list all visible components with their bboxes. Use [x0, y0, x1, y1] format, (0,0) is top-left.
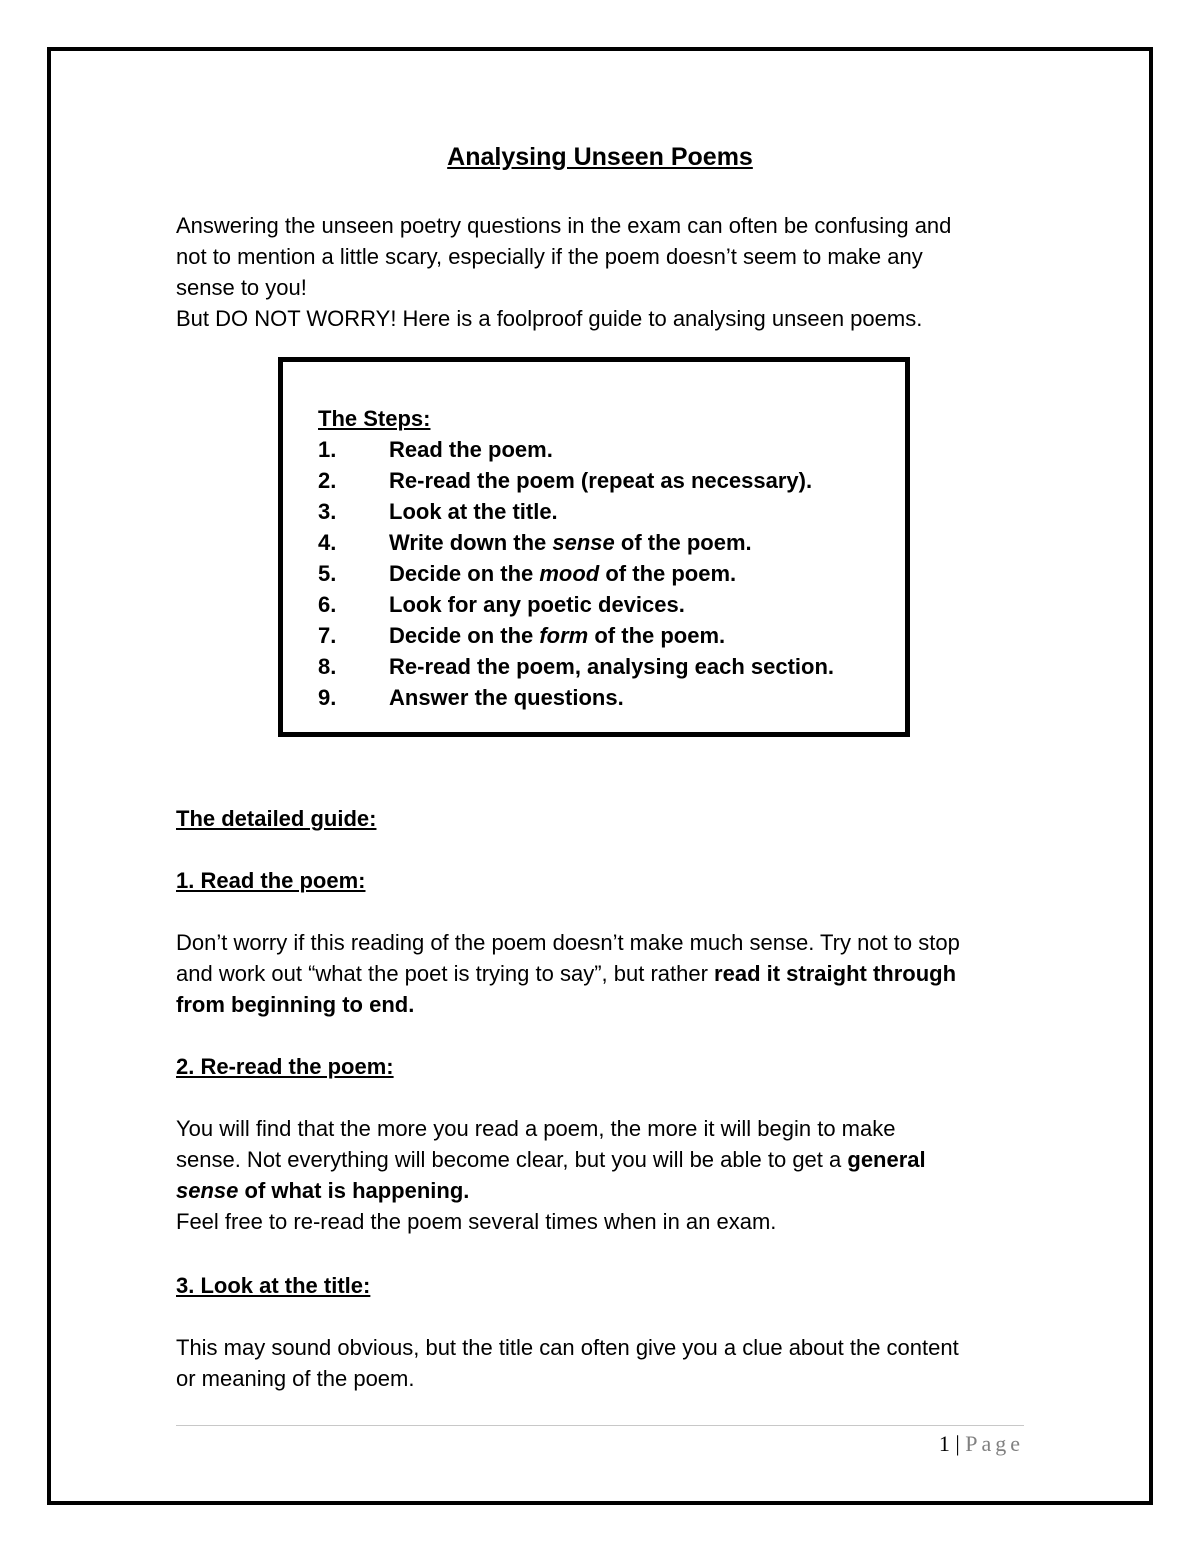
section-reread-poem	[176, 1051, 1024, 1237]
step-text-pre: Decide on the	[389, 561, 540, 586]
page-footer	[939, 1431, 1024, 1457]
step-item	[318, 589, 834, 620]
page-separator: |	[949, 1431, 966, 1456]
step-number: 6.	[318, 592, 337, 617]
section-1-heading: 1. Read the poem:	[176, 868, 366, 893]
step-text-pre: Look for any poetic devices.	[389, 592, 685, 617]
step-item	[318, 682, 834, 713]
section-1-line-2	[176, 958, 1024, 989]
section-3-heading: 3. Look at the title:	[176, 1273, 371, 1298]
step-text-pre: Read the poem.	[389, 437, 553, 462]
footer-rule	[176, 1425, 1024, 1426]
step-text-post: of the poem.	[588, 623, 726, 648]
section-2-line-4: Feel free to re-read the poem several times when in an exam.	[176, 1209, 777, 1234]
step-number: 4.	[318, 530, 337, 555]
steps-list	[318, 403, 834, 713]
section-2-line-3	[176, 1175, 1024, 1206]
step-number: 5.	[318, 561, 337, 586]
step-number: 1.	[318, 437, 337, 462]
step-text-pre: Decide on the	[389, 623, 540, 648]
detailed-guide-heading: The detailed guide:	[176, 806, 377, 831]
detailed-guide-section	[176, 803, 1024, 834]
step-text	[389, 682, 624, 713]
section-3-line-1: This may sound obvious, but the title can often give you a clue about the content	[176, 1335, 959, 1360]
step-text	[389, 434, 553, 465]
intro-line-4: But DO NOT WORRY! Here is a foolproof guide to analysing unseen poems.	[176, 306, 923, 331]
step-text-post: of the poem.	[599, 561, 737, 586]
step-text-emphasis: sense	[552, 530, 615, 555]
step-text	[389, 465, 812, 496]
step-number: 8.	[318, 654, 337, 679]
step-text-pre: Re-read the poem, analysing each section.	[389, 654, 835, 679]
step-number: 3.	[318, 499, 337, 524]
step-item	[318, 465, 834, 496]
section-1-line-1: Don’t worry if this reading of the poem doesn’t make much sense. Try not to stop	[176, 930, 960, 955]
step-item	[318, 496, 834, 527]
section-1-line-3	[176, 989, 1024, 1020]
section-2-heading: 2. Re-read the poem:	[176, 1054, 394, 1079]
step-text	[389, 496, 558, 527]
step-text-emphasis: mood	[539, 561, 600, 586]
section-read-poem	[176, 865, 1024, 1020]
section-2-line-3-italic: sense	[176, 1178, 239, 1203]
step-number: 9.	[318, 685, 337, 710]
step-text-post: of the poem.	[614, 530, 752, 555]
step-text-pre: Write down the	[389, 530, 553, 555]
step-text-pre: Look at the title.	[389, 499, 558, 524]
step-text-pre: Re-read the poem (repeat as necessary).	[389, 468, 813, 493]
steps-heading: The Steps:	[318, 406, 431, 431]
step-number: 2.	[318, 468, 337, 493]
intro-line-1: Answering the unseen poetry questions in the exam can often be confusing and	[176, 213, 952, 238]
step-item	[318, 558, 834, 589]
section-2-line-2-plain: sense. Not everything will become clear, but you will be able to get a	[176, 1147, 848, 1172]
step-item	[318, 527, 834, 558]
page-number: 1	[938, 1431, 950, 1456]
step-text	[389, 558, 736, 589]
section-1-line-3-bold: from beginning to end.	[176, 992, 415, 1017]
step-item	[318, 620, 834, 651]
page-title: Analysing Unseen Poems	[447, 143, 753, 171]
intro-block	[176, 140, 1024, 334]
section-2-line-1: You will find that the more you read a poem, the more it will begin to make	[176, 1116, 896, 1141]
step-text	[389, 620, 725, 651]
step-text	[389, 651, 834, 682]
step-text-pre: Answer the questions.	[389, 685, 624, 710]
step-text	[389, 527, 752, 558]
section-2-line-3-bold: of what is happening.	[238, 1178, 470, 1203]
section-look-title	[176, 1270, 1024, 1394]
step-item	[318, 651, 834, 682]
step-item	[318, 434, 834, 465]
section-2-line-2	[176, 1144, 1024, 1175]
step-text	[389, 589, 685, 620]
intro-line-3: sense to you!	[176, 275, 307, 300]
section-3-line-2: or meaning of the poem.	[176, 1366, 415, 1391]
step-text-emphasis: form	[539, 623, 589, 648]
page-label: Page	[965, 1431, 1024, 1456]
intro-line-2: not to mention a little scary, especially if the poem doesn’t seem to make any	[176, 244, 923, 269]
section-1-line-2-plain: and work out “what the poet is trying to say”, but rather	[176, 961, 715, 986]
steps-box	[278, 357, 910, 737]
section-2-line-2-bold: general	[847, 1147, 926, 1172]
section-1-line-2-bold: read it straight through	[714, 961, 957, 986]
step-number: 7.	[318, 623, 337, 648]
